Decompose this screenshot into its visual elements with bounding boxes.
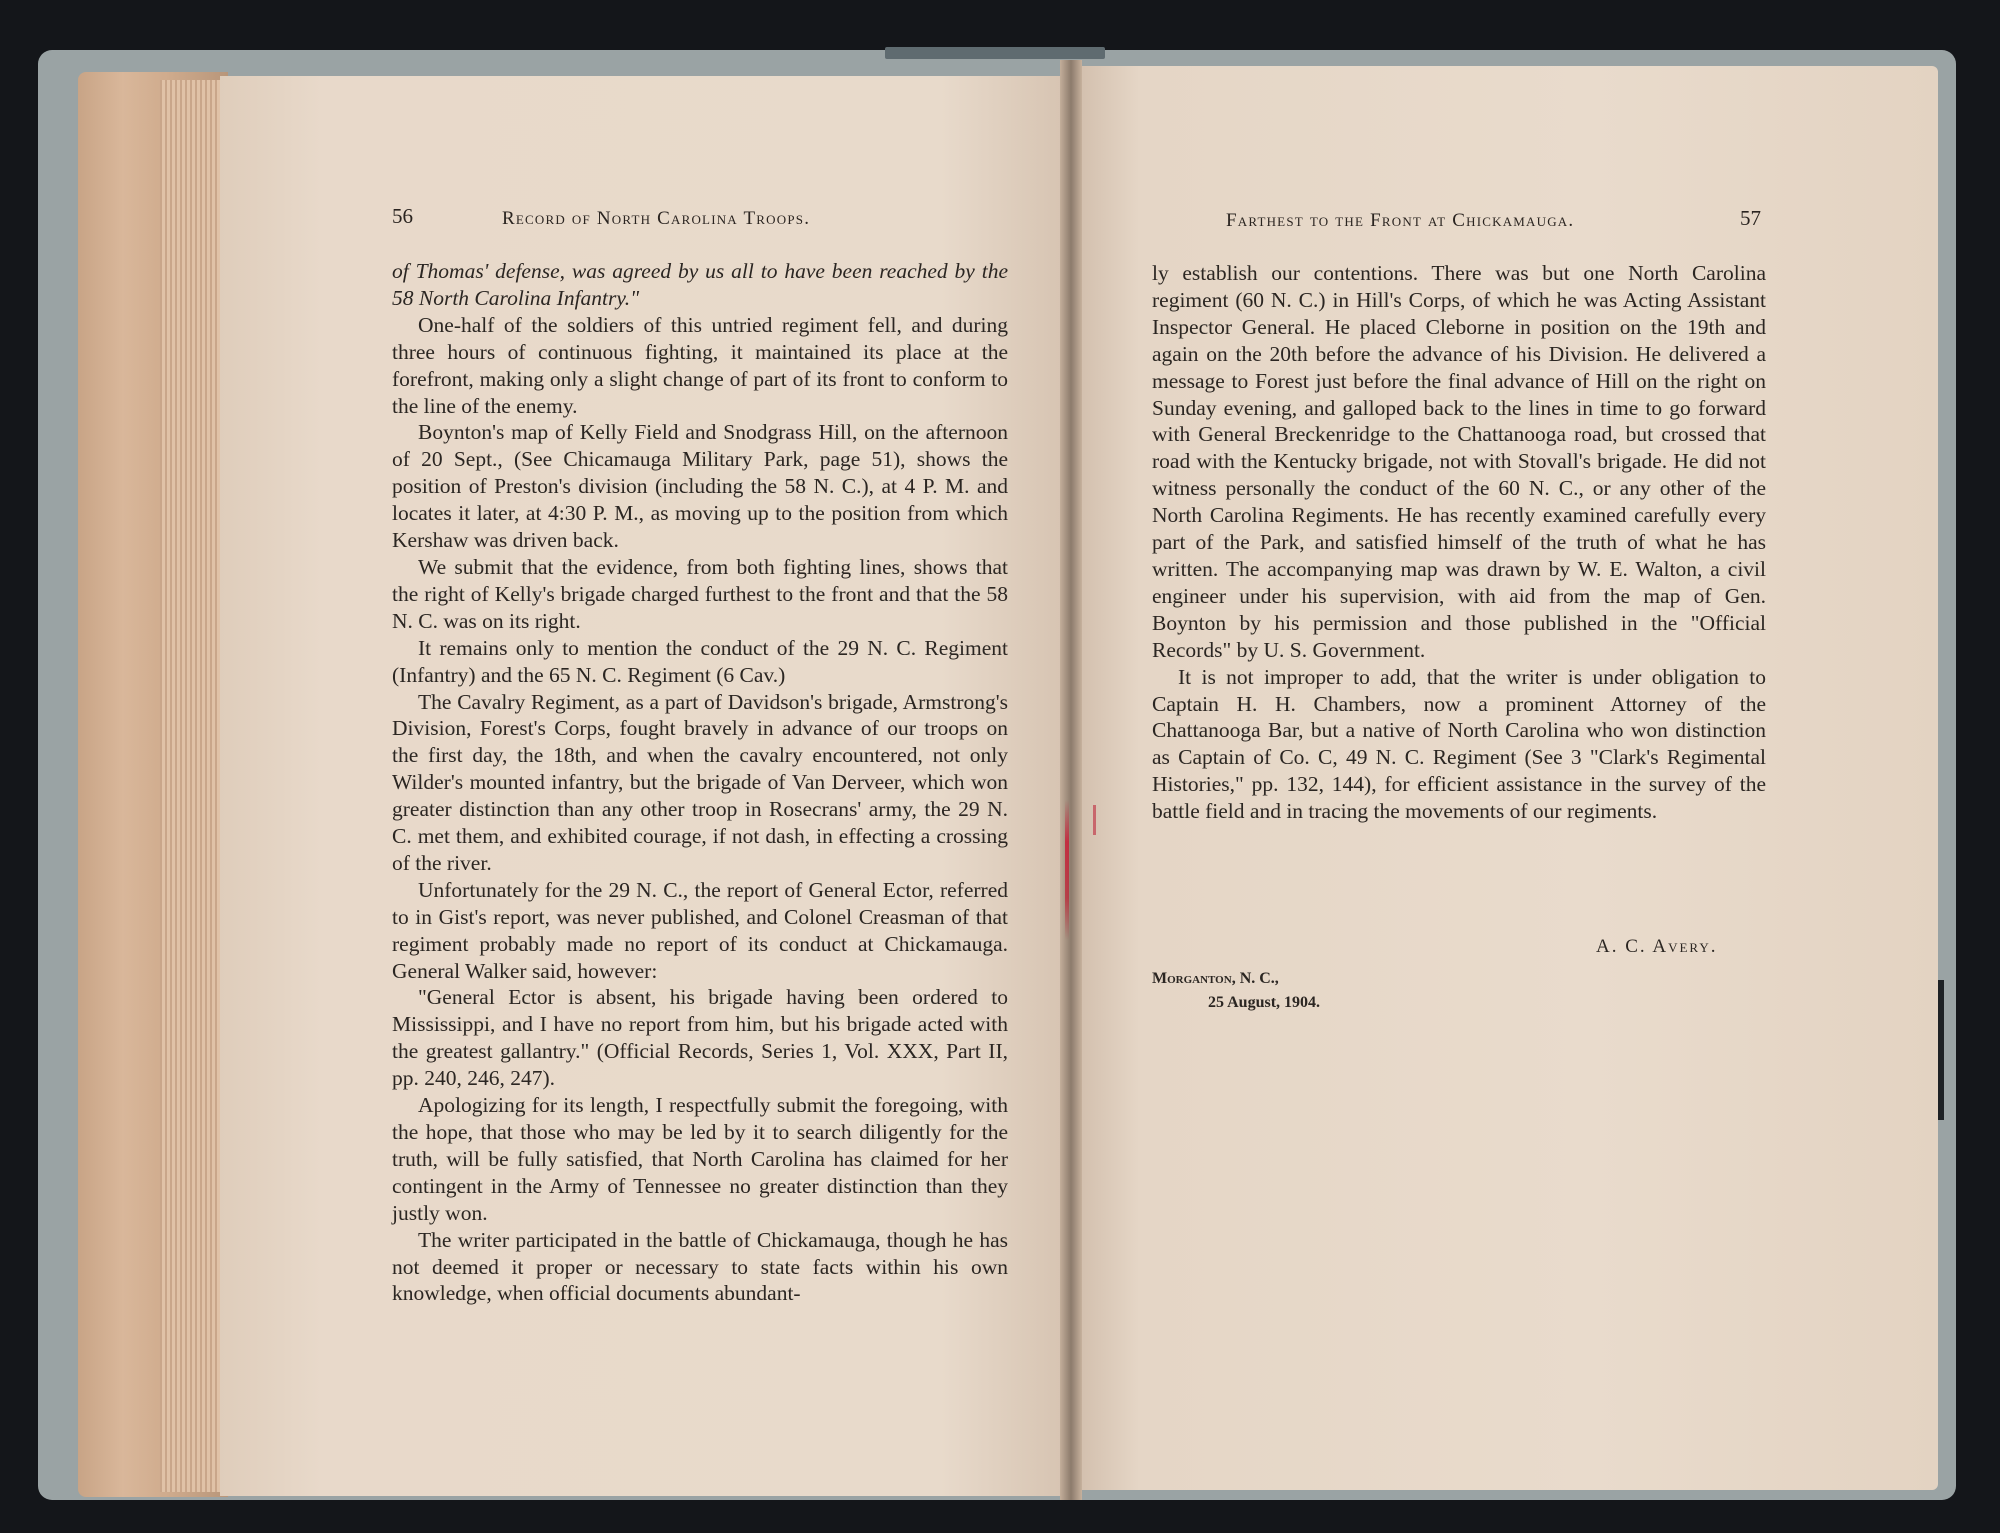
paragraph: One-half of the soldiers of this untried regiment fell, and during three hours of continuous fighting, it maintained its place at the forefront, making only a slight change of part of its front to conform to the line of the enemy. xyxy=(392,312,1008,418)
paragraph: Apologizing for its length, I respectfully submit the foregoing, with the hope, that those who may be led by it to search diligently for the truth, will be fully satisfied, that North Carolina has claimed for her contingent in the Army of Tennessee no greater distinction than they justly won. xyxy=(392,1093,1008,1225)
place-state: , N. C., xyxy=(1231,970,1279,987)
right-page-body xyxy=(1152,260,1766,825)
right-running-head: Farthest to the Front at Chickamauga. xyxy=(1226,210,1575,231)
paragraph: Boynton's map of Kelly Field and Snodgrass Hill, on the afternoon of 20 Sept., (See Chicamauga Military Park, page 51), shows the position of Preston's division (including the 58 N. C.), at 4 P. M. and locates it later, at 4:30 P. M., as moving up to the position from which Kershaw was driven back. xyxy=(392,420,1008,553)
left-opening-paragraph: of Thomas' defense, was agreed by us all to have been reached by the 58 North Carolina Infantry." xyxy=(392,259,1008,310)
spine-tape xyxy=(885,47,1105,59)
right-page-number: 57 xyxy=(1740,206,1761,230)
red-pencil-mark xyxy=(1065,800,1069,940)
left-running-head: Record of North Carolina Troops. xyxy=(502,208,811,229)
right-opening-paragraph: ly establish our contentions. There was but one North Carolina regiment (60 N. C.) in Hill's Corps, of which he was Acting Assistant Inspector General. He placed Cleborne in position on the 19th and again on the 20th before the advance of his Division. He delivered a message to Forest just before the final advance of Hill on the right on Sunday evening, and galloped back to the lines in time to go forward with General Breckenridge to the Chattanooga road, but crossed that road with the Kentucky brigade, not with Stovall's brigade. He did not witness personally the conduct of the 60 N. C., or any other of the North Carolina Regiments. He has recently examined carefully every part of the Park, and satisfied himself of the truth of what he has written. The accompanying map was drawn by W. E. Walton, a civil engineer under his supervision, with aid from the map of Gen. Boynton by his permission and those published in the "Official Records" by U. S. Government. xyxy=(1152,261,1766,662)
paragraph: The writer participated in the battle of Chickamauga, though he has not deemed it proper or necessary to state facts within his own knowledge, when official documents abundant- xyxy=(392,1227,1008,1306)
paragraph: It is not improper to add, that the writer is under obligation to Captain H. H. Chambers, now a prominent Attorney of the Chattanooga Bar, but a native of North Carolina who won distinction as Captain of Co. C, 49 N. C. Regiment (See 3 "Clark's Regimental Histories," pp. 132, 144), for efficient assistance in the survey of the battle field and in tracing the movements of our regiments. xyxy=(1152,664,1766,824)
red-pencil-mark xyxy=(1093,805,1096,835)
dateline-place xyxy=(1152,970,1279,988)
book-gutter xyxy=(1060,60,1082,1500)
page-edge-lines xyxy=(160,80,226,1492)
place-name: Morganton xyxy=(1152,970,1232,987)
paragraph: The Cavalry Regiment, as a part of Davidson's brigade, Armstrong's Division, Forest's Corps, fought bravely in advance of our troops on the first day, the 18th, and when the cavalry encountered, not only Wilder's mounted infantry, but the brigade of Van Derveer, which won greater distinction than any other troop in Rosecrans' army, the 29 N. C. met them, and exhibited courage, if not dash, in effecting a crossing of the river. xyxy=(392,689,1008,875)
dateline-date: 25 August, 1904. xyxy=(1208,994,1321,1011)
paragraph: We submit that the evidence, from both fighting lines, shows that the right of Kelly's brigade charged furthest to the front and that the 58 N. C. was on its right. xyxy=(392,554,1008,633)
paragraph: Unfortunately for the 29 N. C., the report of General Ector, referred to in Gist's report, was never published, and Colonel Creasman of that regiment probably made no report of its conduct at Chickamauga. General Walker said, however: xyxy=(392,877,1008,983)
left-page-body xyxy=(392,258,1008,1307)
paragraph: It remains only to mention the conduct of the 29 N. C. Regiment (Infantry) and the 65 N. C. Regiment (6 Cav.) xyxy=(392,635,1008,687)
quotation-paragraph: "General Ector is absent, his brigade having been ordered to Mississippi, and I have no report from him, but his brigade acted with the greatest gallantry." (Official Records, Series 1, Vol. XXX, Part II, pp. 240, 246, 247). xyxy=(392,985,1008,1091)
cover-edge xyxy=(1938,980,1944,1120)
left-page-number: 56 xyxy=(392,204,413,228)
author-signature: A. C. Avery. xyxy=(1596,936,1718,957)
